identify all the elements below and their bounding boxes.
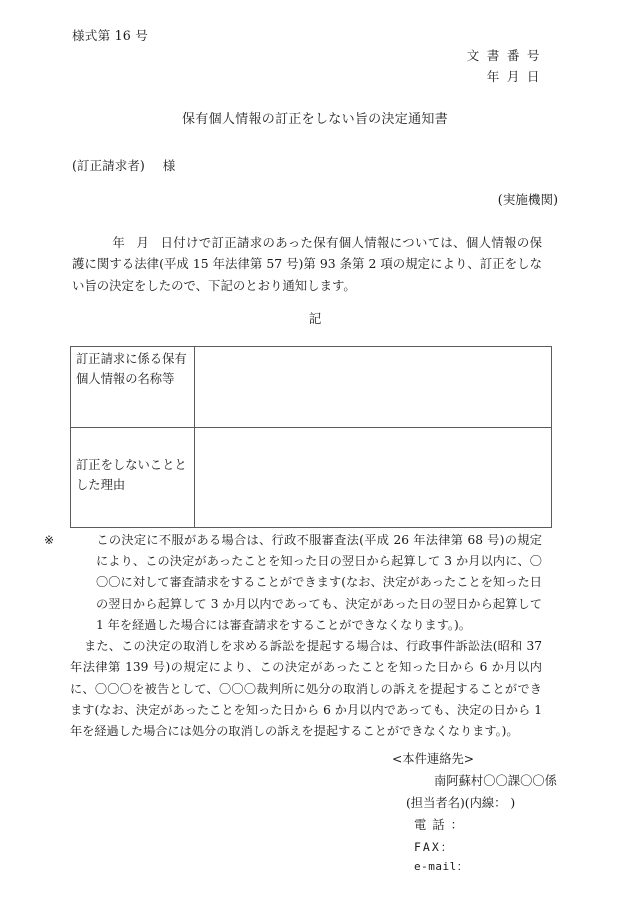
notice-paragraph-litigation: また、この決定の取消しを求める訴訟を提起する場合は、行政事件訴訟法(昭和 37 年法律第 139 号)の規定により、この決定があったことを知った日から 6 か月以内に、〇〇〇を被告として、〇〇〇裁判所に処分の取消しの訴えを提起することができます(なお、決定があったことを知った日から 6 か月以内であっても、決定の日から 1 年を経過した場合には処分の取消しの訴えを提起することができなくなります。)。 bbox=[70, 639, 542, 738]
page-title: 保有個人情報の訂正をしない旨の決定通知書 bbox=[181, 112, 448, 127]
contact-email-label: e-mail： bbox=[414, 859, 469, 873]
notice-paragraph-appeal-text: この決定に不服がある場合は、行政不服審査法(平成 26 年法律第 68 号)の規定により、この決定があったことを知った日の翌日から起算して 3 か月以内に、〇〇〇に対して審査請求をすることができます(なお、決定があったことを知った日の翌日から起算して 3 か月以内であっても、決定があった日の翌日から起算して 1 年を経過した場合には審査請求をすることができなくなります。)。 bbox=[96, 533, 542, 632]
contact-fax-label: FAX： bbox=[414, 839, 455, 854]
table-value-record-name[interactable] bbox=[195, 347, 552, 428]
table-row bbox=[71, 347, 552, 428]
contact-block bbox=[392, 749, 557, 877]
contact-heading: <本件連絡先> bbox=[392, 752, 475, 766]
contact-person-extension: (担当者名)(内線： ) bbox=[406, 795, 516, 810]
body-paragraph bbox=[72, 232, 542, 296]
issuing-agency-label: (実施機関) bbox=[497, 192, 558, 207]
information-table bbox=[70, 346, 552, 528]
body-month: 月 bbox=[136, 235, 150, 250]
table-row bbox=[71, 428, 552, 528]
notice-block bbox=[44, 530, 542, 742]
addressee-line bbox=[72, 160, 175, 173]
notice-paragraph-appeal bbox=[44, 530, 542, 636]
contact-tel-label: 電話： bbox=[414, 817, 469, 832]
document-date-label: 年月日 bbox=[486, 69, 547, 84]
addressee-honorific: 様 bbox=[162, 158, 176, 173]
addressee-label: (訂正請求者) bbox=[72, 158, 145, 173]
body-day: 日 bbox=[160, 235, 174, 250]
record-heading: 記 bbox=[308, 311, 322, 326]
table-value-reason[interactable] bbox=[195, 428, 552, 528]
table-label-reason: 訂正をしないこととした理由 bbox=[71, 428, 195, 528]
contact-organization: 南阿蘇村〇〇課〇〇係 bbox=[434, 773, 557, 788]
body-year: 年 bbox=[112, 235, 126, 250]
form-number: 様式第 16 号 bbox=[72, 28, 149, 43]
document-number-label: 文書番号 bbox=[466, 48, 547, 63]
body-text: 付けで訂正請求のあった保有個人情報については、個人情報の保護に関する法律(平成 15 年法律第 57 号)第 93 条第 2 項の規定により、訂正をしない旨の決定をしたので、下記のとおり通知します。 bbox=[72, 235, 543, 293]
table-label-record-name: 訂正請求に係る保有個人情報の名称等 bbox=[71, 347, 195, 428]
notice-marker: ※ bbox=[44, 533, 55, 547]
